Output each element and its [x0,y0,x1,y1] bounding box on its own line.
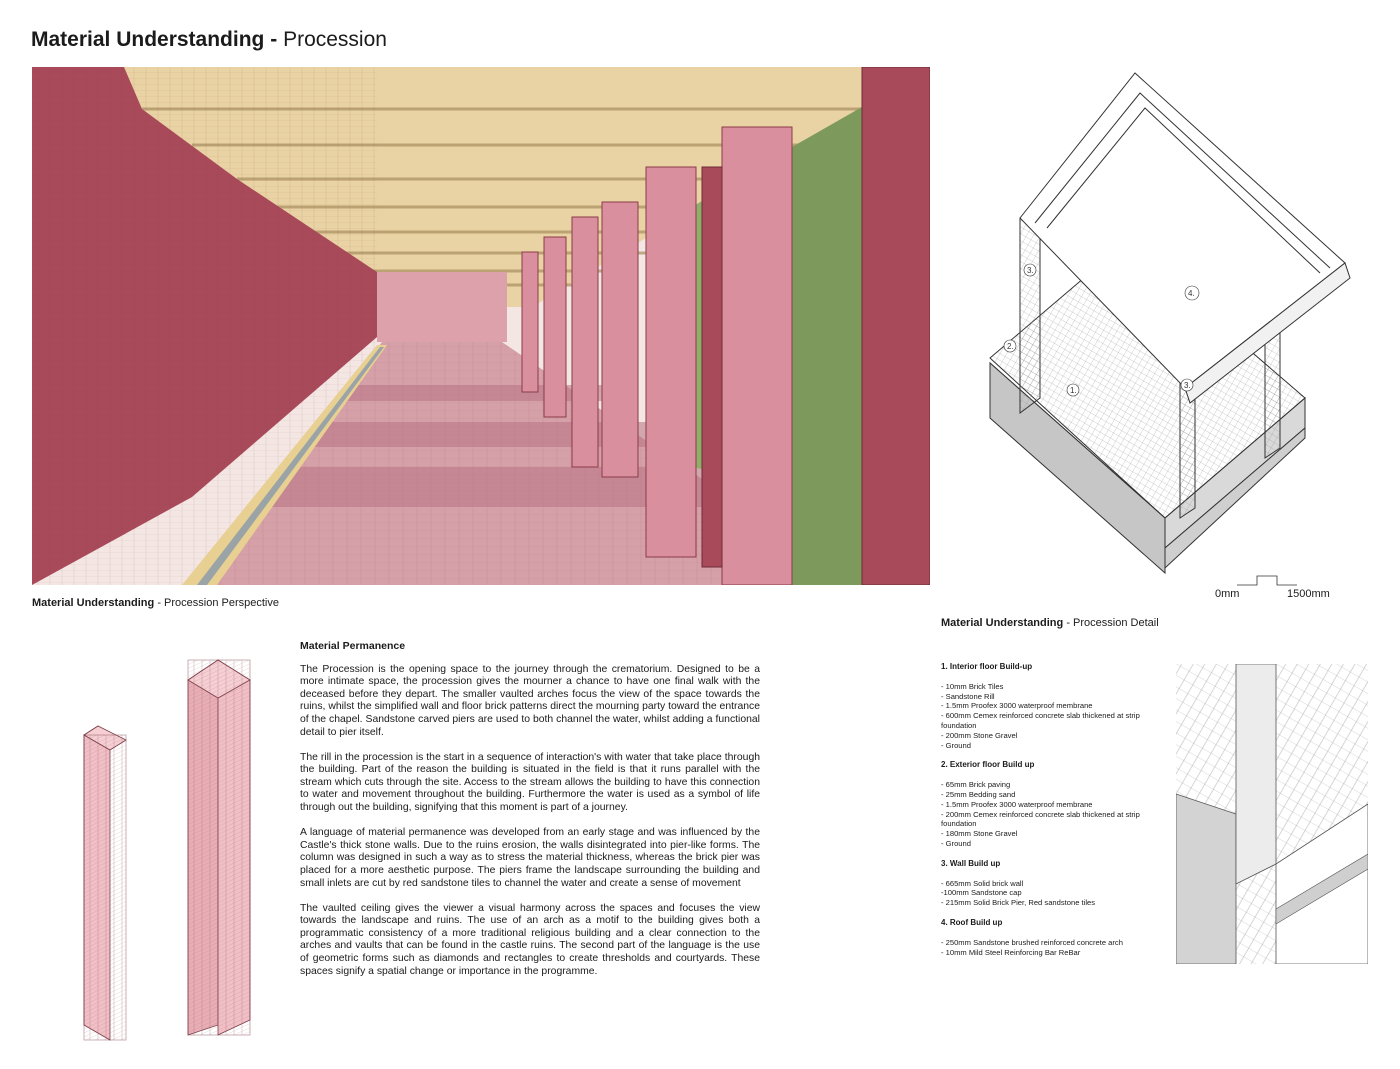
section-heading: Material Permanence [300,640,406,652]
buildup-3-title: 3. Wall Build up [941,858,1001,868]
detail-caption-text: Procession Detail [1073,617,1159,629]
scale-end: 1500mm [1287,588,1330,600]
column-axonometric-drawings [78,640,258,1045]
material-permanence-section [300,640,760,991]
list-item: - 180mm Stone Gravel [941,829,1018,839]
scale-bar-graphic [1215,573,1335,587]
procession-detail-axonometric [985,68,1385,588]
paragraph-3: A language of material permanence was developed from an early stage and was influenced by the Castle's thick stone walls. Due to the ruins erosion, the walls disintegrated into pier-like forms. The column was designed in such a way as to stress the material thickness, whereas the brick pier was placed for a more aesthetic purpose. The piers frame the landscape surrounding the building and small inlets are cut by red sandstone tiles to channel the water and create a sense of movement [300,827,760,889]
detail-caption-sep: - [1066,617,1070,629]
list-item: - 200mm Stone Gravel [941,730,1018,740]
wall-detail-closeup [1176,664,1368,964]
title-separator: - [270,28,278,51]
buildup-2-list [941,780,1169,849]
perspective-caption-bold: Material Understanding [32,597,155,609]
list-item: - 600mm Cemex reinforced concrete slab thickened at strip foundation [941,711,1140,730]
buildup-1-title: 1. Interior floor Build-up [941,662,1033,671]
list-item: -100mm Sandstone cap [941,888,1022,898]
list-item: - 10mm Brick Tiles [941,681,1004,691]
list-item: - 1.5mm Proofex 3000 waterproof membrane [941,701,1093,711]
list-item: - 65mm Brick paving [941,780,1011,790]
buildup-3-list [941,879,1169,908]
paragraph-1: The Procession is the opening space to the journey through the crematorium. Designed to be a more intimate space, the procession gives the mourner a chance to have one final walk with the deceased before they depart. The smaller vaulted arches focus the view of the space towards the ruins, whilst the simplified wall and floor brick patterns direct the mourning party toward the entrance of the chapel. Sandstone carved piers are used to both channel the water, whilst adding a functional detail to pier itself. [300,663,760,738]
procession-perspective-image [32,67,930,585]
paragraph-4: The vaulted ceiling gives the viewer a visual harmony across the spaces and focuses the view towards the landscape and ruins. The use of an arch as a motif to the building gives both a programmatic consistency of a more traditional religious building and a clear connection to the arches and vaults that can be found in the castle ruins. The second part of the language is the use of geometric forms such as diamonds and rectangles to create thresholds and courtyards. These spaces signify a spatial change or importance in the programme. [300,902,760,977]
list-item: - Ground [941,838,971,848]
buildup-4-list [941,938,1169,958]
perspective-caption-sep: - [157,597,161,609]
callout-3b: 3. [1184,381,1191,390]
title-light: Procession [283,28,387,51]
scale-start: 0mm [1215,588,1240,600]
detail-caption [941,617,1159,629]
callout-3a: 3. [1027,266,1034,275]
perspective-caption-text: Procession Perspective [164,597,279,609]
callout-1: 1. [1070,386,1077,395]
list-item: - 1.5mm Proofex 3000 waterproof membrane [941,799,1093,809]
scale-bar [1215,573,1335,603]
list-item: - Ground [941,740,971,750]
page-title [31,28,387,52]
paragraph-2: The rill in the procession is the start in a sequence of interaction's with water that take place through the building. Part of the reason the building is situated in the field is that it runs parallel with the stream which cuts through the site. Access to the stream allows the building to have this connection to water and movement throughout the building. Furthermore the water is used as a symbol of life through out the building, signifying that this moment is part of a journey. [300,751,760,814]
buildup-specifications [941,662,1169,967]
list-item: - 10mm Mild Steel Reinforcing Bar ReBar [941,947,1081,957]
list-item: - 665mm Solid brick wall [941,878,1024,888]
list-item: - 25mm Bedding sand [941,789,1016,799]
callout-4: 4. [1188,289,1195,298]
perspective-caption [32,597,279,609]
detail-caption-bold: Material Understanding [941,617,1064,629]
title-bold: Material Understanding [31,28,265,51]
list-item: - 250mm Sandstone brushed reinforced concrete arch [941,937,1123,947]
buildup-1-list [941,682,1169,751]
buildup-2-title: 2. Exterior floor Build up [941,760,1035,770]
list-item: - Sandstone Rill [941,691,995,701]
callout-2: 2. [1007,342,1014,351]
list-item: - 200mm Cemex reinforced concrete slab thickened at strip foundation [941,809,1140,829]
list-item: - 215mm Solid Brick Pier, Red sandstone tiles [941,898,1096,908]
buildup-4-title: 4. Roof Build up [941,917,1003,927]
